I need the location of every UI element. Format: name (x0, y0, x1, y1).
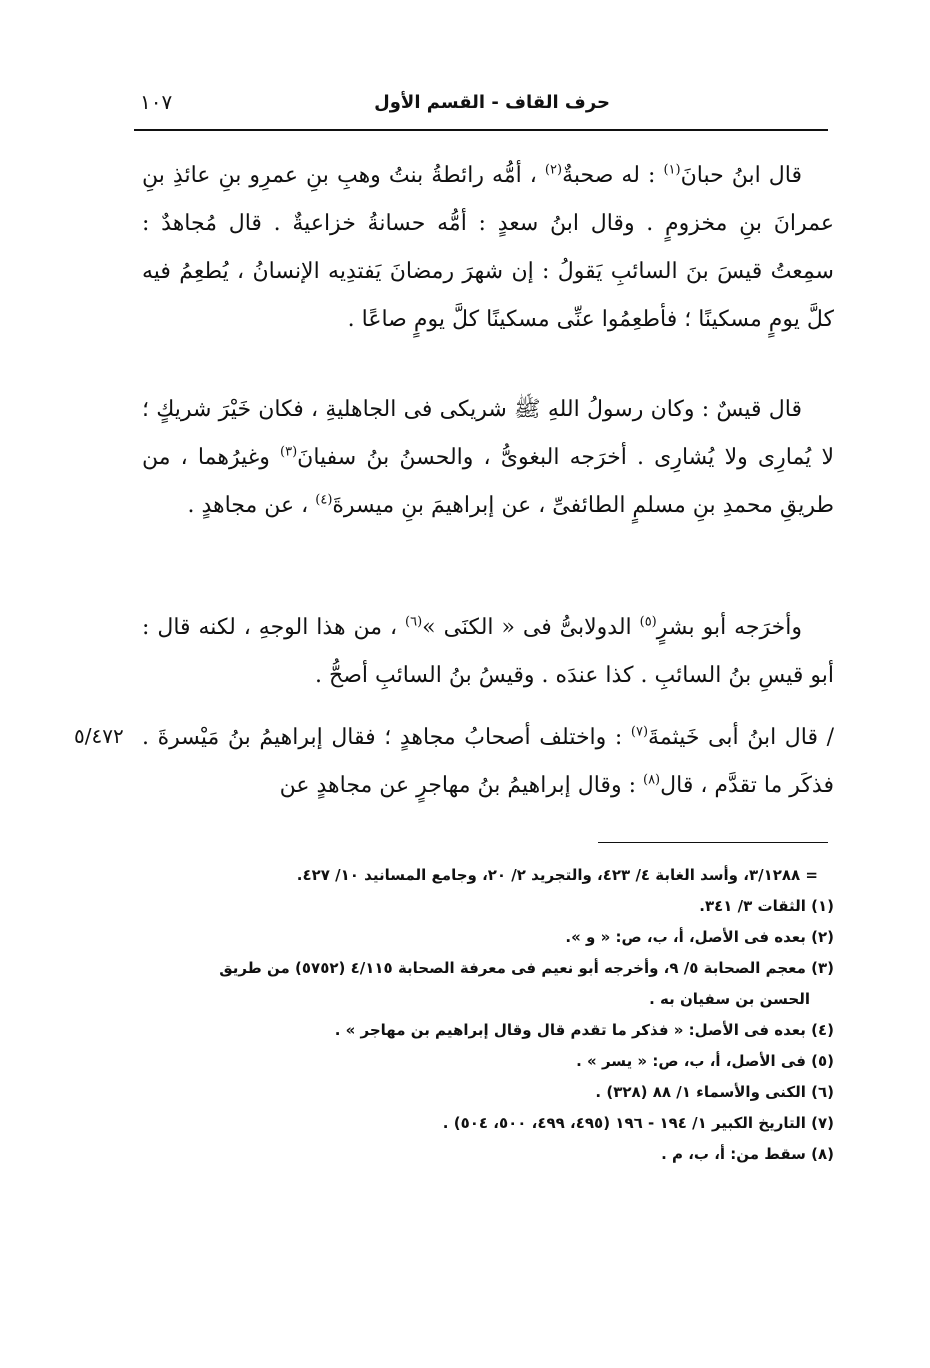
footnote-2: (٢) بعده فى الأصل، أ، ب، ص: « و ». (565, 928, 834, 946)
footnote-ref-7[interactable]: (٧) (630, 724, 649, 740)
main-text (142, 152, 834, 344)
running-header-title: حرف القاف - القسم الأول (374, 92, 610, 113)
text-run: وغيرُهما ، من طريقِ محمدِ بنِ مسلمٍ الطائفىِّ ، عن إبراهيمَ بنِ ميسرةَ (142, 445, 834, 518)
page-number: ١٠٧ (140, 90, 173, 114)
text-run: : له صحبةٌ (562, 163, 664, 188)
text-run: ، عن مجاهدٍ . (187, 493, 316, 518)
paragraph-4 (142, 714, 834, 810)
footnote-ref-2[interactable]: (٢) (544, 162, 563, 178)
text-run: / قال ابنُ أبى خَيثمةَ (648, 725, 834, 750)
margin-reference: ٥/٤٧٢ (74, 724, 124, 748)
main-text-4 (142, 714, 834, 810)
footnotes (134, 860, 834, 1170)
footnote-ref-6[interactable]: (٦) (405, 614, 423, 630)
footnote-3-continued: الحسن بن سفيان به . (649, 990, 810, 1008)
footnote-ref-1[interactable]: (١) (663, 162, 681, 178)
footnote-ref-8[interactable]: (٨) (642, 772, 661, 788)
paragraph-3 (142, 604, 834, 700)
footnote-8: (٨) سقط من: أ، ب، م . (661, 1145, 834, 1163)
header-divider (134, 129, 828, 131)
running-header (132, 88, 832, 128)
footnote-divider (598, 842, 828, 843)
footnote-5: (٥) فى الأصل، أ، ب، ص: « يسر » . (576, 1052, 834, 1070)
text-run: الدولابىُّ فى « الكنَى » (422, 615, 640, 640)
footnote-4: (٤) بعده فى الأصل: « فذكر ما تقدم قال وقال إبراهيم بن مهاجر » . (334, 1021, 834, 1039)
text-run: : وقال إبراهيمُ بنُ مهاجرٍ عن مجاهدٍ عن (279, 773, 643, 798)
footnote-7: (٧) التاريخ الكبير ١/ ١٩٤ - ١٩٦ (٤٩٥، ٤٩٩، ٥٠٠، ٥٠٤) . (442, 1114, 834, 1132)
main-text-2 (142, 386, 834, 530)
text-run: : واختلف أصحابُ مجاهدٍ ؛ فقال إبراهيمُ بنُ مَيْسرةَ . فذكَر ما تقدَّم ، قال (142, 725, 834, 798)
footnote-1: (١) الثقات ٣/ ٣٤١. (699, 897, 834, 915)
footnote-ref-4[interactable]: (٤) (315, 492, 333, 508)
footnote-6: (٦) الكنى والأسماء ١/ ٨٨ (٣٢٨) . (595, 1083, 834, 1101)
text-run: ، من هذا الوجهِ ، لكنه قال : أبو قيسِ بنُ السائبِ . كذا عندَه . وقيسُ بنُ السائبِ أصحُّ . (142, 615, 834, 688)
text-run: قال ابنُ حبانَ (680, 163, 802, 188)
text-run: ، أمُّه رائطةُ بنتُ وهبِ بنِ عمرِو بنِ عائذِ بنِ عمرانَ بنِ مخزومٍ . وقال ابنُ سعدٍ : أمُّه حسانةُ خزاعيةٌ . قال مُجاهدٌ : سمِعتُ قيسَ بنَ السائبِ يَقولُ : إن شهرَ رمضانَ يَفتدِيه الإنسانُ ، يُطعِمُ فيه كلَّ يومٍ مسكينًا ؛ فأطعِمُوا عنِّى مسكينًا كلَّ يومٍ صاعًا . (142, 163, 834, 332)
footnote-continuation: = ٣/١٢٨٨، وأسد الغابة ٤/ ٤٢٣، والتجريد ٢/ ٢٠، وجامع المسانيد ١٠/ ٤٢٧. (296, 866, 818, 884)
text-run: وأخرَجه أبو بشرٍ (656, 615, 802, 640)
footnote-ref-3[interactable]: (٣) (280, 444, 298, 460)
paragraph-1 (142, 152, 834, 344)
text-run: قال قيسٌ : وكان رسولُ اللهِ ﷺ شريكى فى الجاهليةِ ، فكان خَيْرَ شريكٍ ؛ لا يُمارِى ولا يُشارِى . أخرَجه البغوىُّ ، والحسنُ بنُ سفيانَ (142, 397, 834, 470)
paragraph-2 (142, 386, 834, 530)
footnote-3: (٣) معجم الصحابة ٥/ ٩، وأخرجه أبو نعيم فى معرفة الصحابة ٤/١١٥ (٥٧٥٢) من طريق (219, 959, 834, 977)
footnote-ref-5[interactable]: (٥) (639, 614, 657, 630)
main-text-3 (142, 604, 834, 700)
